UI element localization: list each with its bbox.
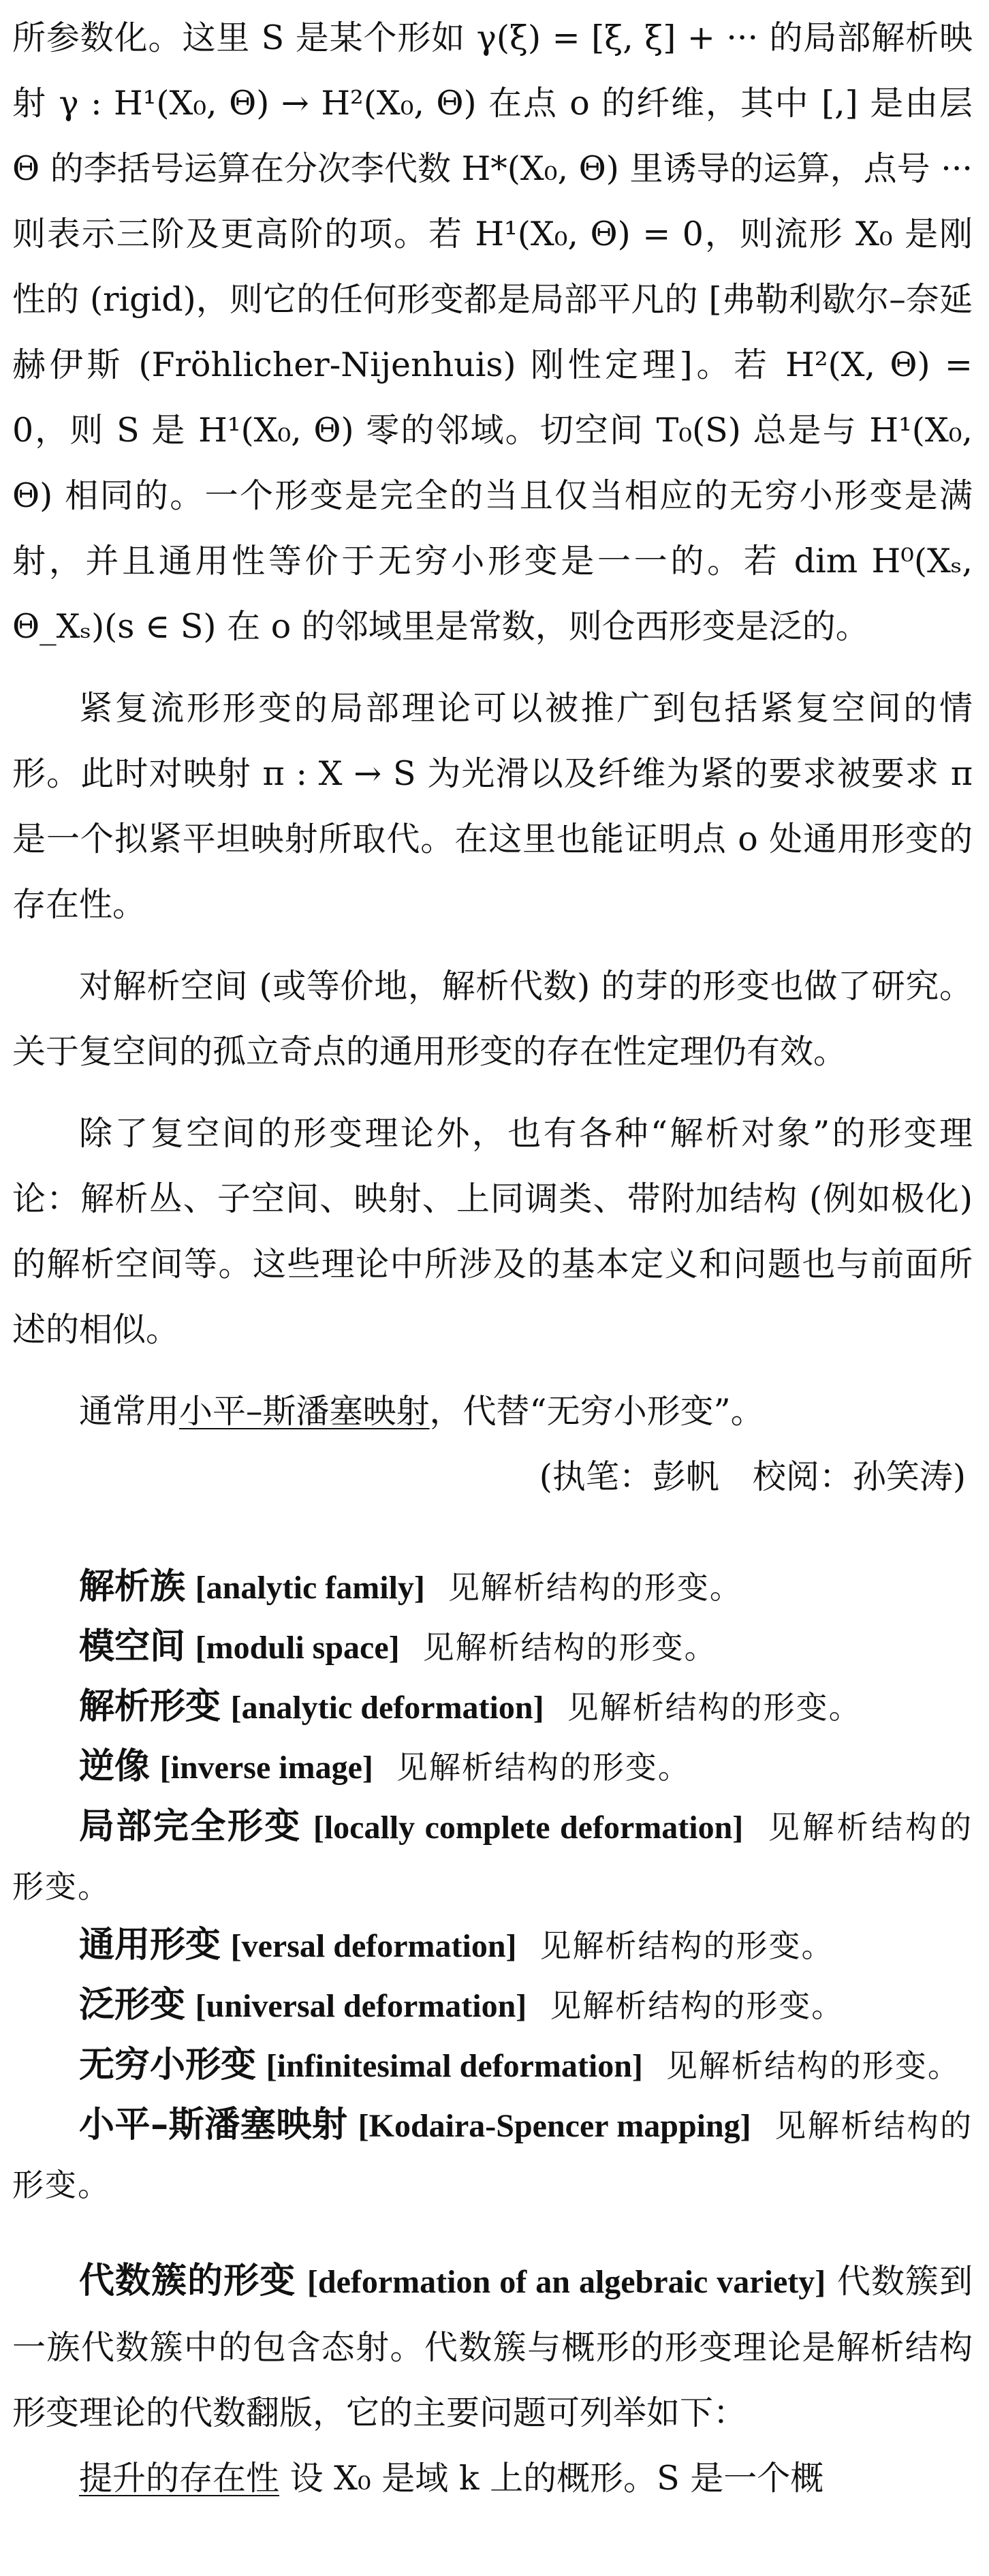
paragraph-analytic-objects: 除了复空间的形变理论外，也有各种“解析对象”的形变理论：解析丛、子空间、映射、上同调类、带附加结构 (例如极化) 的解析空间等。这些理论中所涉及的基本定义和问题也与前面所述的相似。	[12, 1114, 973, 1349]
entry-versal-deformation	[12, 1916, 973, 1976]
lifting-existence-term: 提升的存在性	[79, 2459, 280, 2498]
entry-headword: 局部完全形变	[79, 1806, 302, 1847]
author-signature: (执笔：彭帆 校阅：孙笑涛)	[539, 1457, 966, 1496]
entry-headword: 小平–斯潘塞映射	[79, 2105, 348, 2145]
entry-moduli-space	[12, 1617, 973, 1677]
entry-english: [infinitesimal deformation]	[266, 2048, 643, 2084]
entry-english: [deformation of an algebraic variety]	[307, 2264, 826, 2300]
entry-english: [Kodaira-Spencer mapping]	[358, 2108, 751, 2144]
entry-see-also: 见解析结构的形变。	[396, 1749, 691, 1786]
paragraph-continuation: 所参数化。这里 S 是某个形如 γ(ξ) = [ξ, ξ] + ··· 的局部解析映射 γ : H¹(X₀, Θ) → H²(X₀, Θ) 在点 o 的纤维，其中 [,] 是由层 Θ 的李括号运算在分次李代数 H*(X₀, Θ) 里诱导的运算，点号 ··· 则表示三阶及更高阶的项。若 H¹(X₀, Θ) = 0，则流形 X₀ 是刚性的 (rigid)，则它的任何形变都是局部平凡的 [弗勒利歇尔–奈延赫伊斯 (Fröhlicher-Nijenhuis) 刚性定理]。若 H²(X, Θ) = 0，则 S 是 H¹(X₀, Θ) 零的邻域。切空间 T₀(S) 总是与 H¹(X₀, Θ) 相同的。一个形变是完全的当且仅当相应的无穷小形变是满射，并且通用性等价于无穷小形变是一一的。若 dim H⁰(Xₛ, Θ_Xₛ)(s ∈ S) 在 o 的邻域里是常数，则仓西形变是泛的。	[12, 18, 973, 646]
entry-english: [universal deformation]	[195, 1988, 527, 2024]
entry-english: [moduli space]	[195, 1630, 400, 1666]
entry-headword: 通用形变	[79, 1925, 221, 1966]
entry-see-also: 见解析结构的形变。	[567, 1689, 862, 1726]
entry-see-also: 见解析结构的形变。	[665, 2047, 960, 2084]
entry-english: [locally complete deformation]	[313, 1810, 744, 1846]
entry-headword: 解析形变	[79, 1686, 221, 1727]
paragraph-analytic-germs: 对解析空间 (或等价地，解析代数) 的芽的形变也做了研究。关于复空间的孤立奇点的通用形变的存在性定理仍有效。	[12, 967, 973, 1071]
entry-see-also: 见解析结构的形变。	[448, 1569, 742, 1606]
entry-english: [analytic family]	[195, 1570, 425, 1606]
entry-english: [versal deformation]	[230, 1928, 517, 1964]
entry-inverse-image	[12, 1737, 973, 1797]
entry-infinitesimal-deformation	[12, 2036, 973, 2096]
entry-analytic-deformation	[12, 1677, 973, 1737]
entry-list	[12, 1557, 973, 2214]
lifting-existence-text: 设 X₀ 是域 k 上的概形。S 是一个概	[289, 2459, 824, 2498]
entry-headword: 模空间	[79, 1626, 186, 1667]
kodaira-spencer-link[interactable]: 小平–斯潘塞映射	[179, 1392, 430, 1431]
paragraph-compact-spaces: 紧复流形形变的局部理论可以被推广到包括紧复空间的情形。此时对映射 π : X → S 为光滑以及纤维为紧的要求被要求 π 是一个拟紧平坦映射所取代。在这里也能证明点 o 处通用形变的存在性。	[12, 689, 973, 924]
entry-english: [analytic deformation]	[230, 1690, 544, 1726]
entry-body: 代数簇到一族代数簇中的包含态射。代数簇与概形的形变理论是解析结构形变理论的代数翻版，它的主要问题可列举如下：	[12, 2262, 973, 2432]
entry-see-also: 见解析结构的形变。	[12, 1809, 973, 1905]
section-gap	[12, 2214, 973, 2248]
entry-headword: 代数簇的形变	[79, 2261, 296, 2301]
entry-see-also: 见解析结构的形变。	[550, 1987, 845, 2024]
entry-see-also: 见解析结构的形变。	[539, 1927, 834, 1964]
paragraph-common-use	[12, 1379, 973, 1444]
entry-see-also: 见解析结构的形变。	[12, 2107, 973, 2203]
entry-headword: 逆像	[79, 1746, 151, 1787]
common-use-suffix: ，代替“无穷小形变”。	[429, 1392, 764, 1431]
common-use-prefix: 通常用	[79, 1392, 180, 1431]
document-page	[12, 5, 973, 2511]
entry-universal-deformation	[12, 1976, 973, 2036]
entry-see-also: 见解析结构的形变。	[422, 1629, 717, 1666]
entry-deformation-algebraic-variety	[12, 2248, 973, 2446]
entry-kodaira-spencer-mapping	[12, 2096, 973, 2214]
entry-headword: 泛形变	[79, 1985, 186, 2026]
paragraph-lifting-existence	[12, 2446, 973, 2511]
entry-headword: 无穷小形变	[79, 2045, 257, 2085]
entry-headword: 解析族	[79, 1566, 186, 1607]
entry-locally-complete-deformation	[12, 1797, 973, 1916]
entry-analytic-family	[12, 1557, 973, 1617]
entry-english: [inverse image]	[159, 1750, 373, 1786]
